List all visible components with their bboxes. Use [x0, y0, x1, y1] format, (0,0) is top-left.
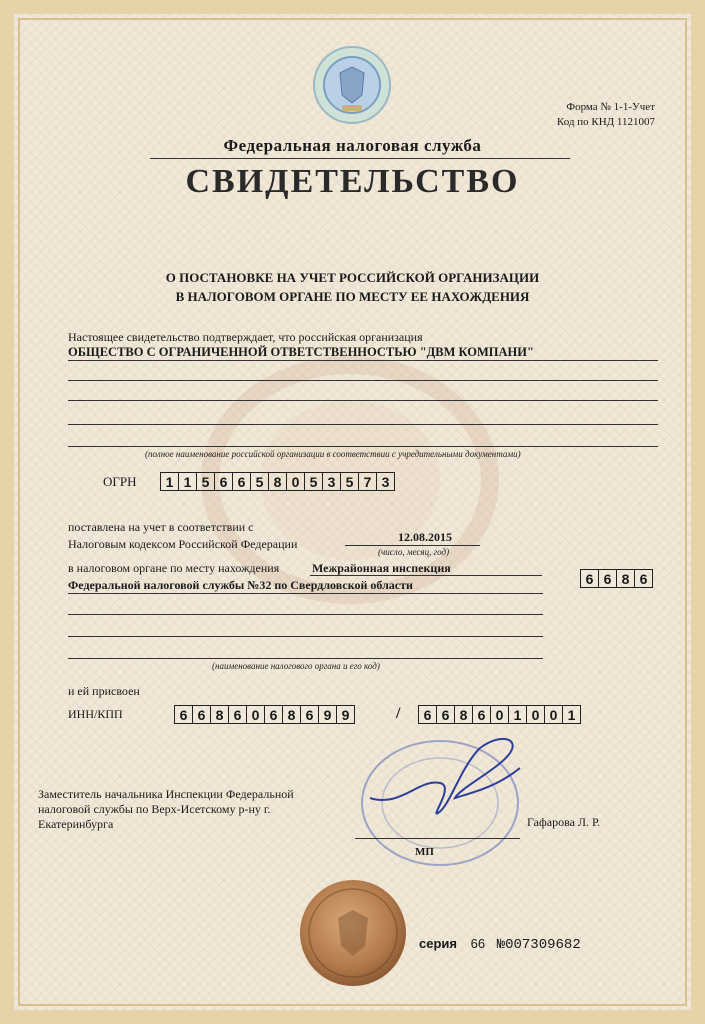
digit-cell: 6 [472, 705, 491, 724]
digit-cell: 1 [562, 705, 581, 724]
digit-cell: 1 [508, 705, 527, 724]
digit-cell: 3 [376, 472, 395, 491]
subtitle-line1: О ПОСТАНОВКЕ НА УЧЕТ РОССИЙСКОЙ ОРГАНИЗАЦИИ [165, 270, 540, 285]
org-name: ОБЩЕСТВО С ОГРАНИЧЕННОЙ ОТВЕТСТВЕННОСТЬЮ "ДВМ КОМПАНИ" [68, 345, 534, 359]
digit-cell: 5 [340, 472, 359, 491]
digit-cell: 6 [264, 705, 283, 724]
digit-cell: 6 [300, 705, 319, 724]
digit-cell: 6 [580, 569, 599, 588]
page-title: СВИДЕТЕЛЬСТВО [185, 163, 520, 200]
tax-office-caption: (наименование налогового органа и его код) [212, 661, 380, 671]
line [68, 400, 658, 401]
gold-seal [298, 878, 408, 988]
inn-kpp-separator: / [396, 705, 401, 722]
registered-line2: Налоговым кодексом Российской Федерации [68, 537, 298, 551]
digit-cell: 6 [598, 569, 617, 588]
digit-cell: 5 [250, 472, 269, 491]
digit-cell: 6 [436, 705, 455, 724]
subtitle-line2: В НАЛОГОВОМ ОРГАНЕ ПО МЕСТУ ЕЕ НАХОЖДЕНИЯ [175, 289, 530, 304]
assigned-text: и ей присвоен [68, 684, 140, 698]
tax-office-code-field [580, 569, 652, 588]
signer-position [38, 787, 294, 832]
digit-cell: 9 [336, 705, 355, 724]
tax-office-prefix: в налоговом органе по месту нахождения [68, 561, 280, 575]
kpp-field [418, 705, 580, 724]
registered-line1: поставлена на учет в соответствии с [68, 520, 254, 534]
digit-cell: 0 [490, 705, 509, 724]
line [68, 593, 543, 594]
registered-text [68, 519, 297, 553]
digit-cell: 7 [358, 472, 377, 491]
digit-cell: 6 [634, 569, 653, 588]
knd-code: Код по КНД 1121007 [556, 116, 655, 128]
line [68, 446, 658, 447]
line [68, 360, 658, 361]
ogrn-field [160, 472, 394, 491]
date-caption: (число, месяц, год) [378, 547, 450, 557]
stamp-label: МП [415, 846, 434, 858]
digit-cell: 8 [268, 472, 287, 491]
position-line3: Екатеринбурга [38, 817, 114, 831]
form-number: Форма № 1-1-Учет [566, 101, 655, 113]
line [310, 575, 542, 576]
tax-office-line1: Межрайонная инспекция [312, 561, 451, 575]
digit-cell: 9 [318, 705, 337, 724]
digit-cell: 1 [178, 472, 197, 491]
digit-cell: 0 [544, 705, 563, 724]
position-line1: Заместитель начальника Инспекции Федеральной [38, 787, 294, 801]
line [68, 636, 543, 637]
subtitle [0, 268, 705, 306]
tax-office-line2: Федеральной налоговой службы №32 по Свердловской области [68, 578, 413, 592]
org-name-caption: (полное наименование российской организации в соответствии с учредительными документами) [145, 449, 521, 459]
line [68, 614, 543, 615]
position-line2: налоговой службы по Верх-Исетскому р-ну г. [38, 802, 271, 816]
digit-cell: 6 [192, 705, 211, 724]
digit-cell: 1 [160, 472, 179, 491]
digit-cell: 8 [616, 569, 635, 588]
digit-cell: 5 [196, 472, 215, 491]
digit-cell: 0 [286, 472, 305, 491]
form-info [540, 100, 655, 130]
line [68, 424, 658, 425]
registration-date: 12.08.2015 [398, 530, 452, 544]
digit-cell: 6 [174, 705, 193, 724]
digit-cell: 6 [418, 705, 437, 724]
digit-cell: 8 [282, 705, 301, 724]
line [68, 380, 658, 381]
digit-cell: 6 [214, 472, 233, 491]
digit-cell: 0 [246, 705, 265, 724]
signature-line [355, 838, 520, 839]
certificate-number: №007309682 [496, 937, 581, 953]
digit-cell: 6 [232, 472, 251, 491]
inn-field [174, 705, 354, 724]
line [345, 545, 480, 546]
digit-cell: 5 [304, 472, 323, 491]
intro-text: Настоящее свидетельство подтверждает, что российская организация [68, 330, 423, 344]
signature-scribble [360, 728, 530, 828]
signer-name: Гафарова Л. Р. [527, 815, 601, 829]
hologram-emblem [312, 45, 392, 125]
line [68, 658, 543, 659]
digit-cell: 8 [210, 705, 229, 724]
digit-cell: 6 [228, 705, 247, 724]
series-label: серия [419, 936, 457, 951]
digit-cell: 0 [526, 705, 545, 724]
ogrn-label: ОГРН [103, 474, 137, 489]
divider [150, 158, 570, 159]
series-number: 66 [470, 936, 486, 951]
digit-cell: 8 [454, 705, 473, 724]
agency-name: Федеральная налоговая служба [223, 136, 482, 155]
series-block [419, 936, 581, 953]
inn-kpp-label: ИНН/КПП [68, 707, 123, 721]
digit-cell: 3 [322, 472, 341, 491]
